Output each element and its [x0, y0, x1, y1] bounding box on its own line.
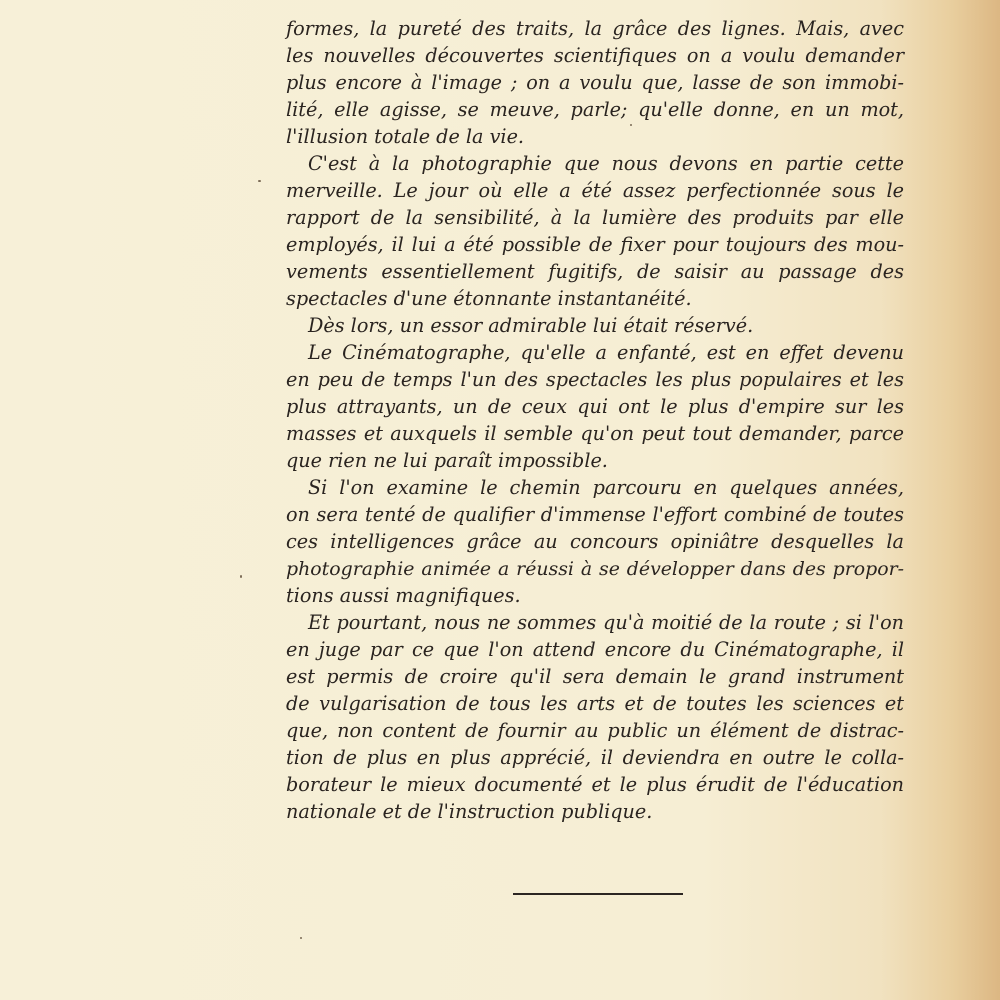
text-line: photographie animée a réussi à se développer dans des propor-	[286, 558, 904, 580]
text-line: employés, il lui a été possible de fixer pour toujours des mou-	[286, 233, 904, 256]
text-line: formes, la pureté des traits, la grâce des lignes. Mais, avec	[286, 17, 904, 40]
paper-speck	[630, 124, 632, 126]
text-line: rapport de la sensibilité, à la lumière des produits par elle	[286, 206, 904, 229]
text-line: l'illusion totale de la vie.	[286, 125, 525, 148]
text-line: Le Cinématographe, qu'elle a enfanté, est en effet devenu	[308, 341, 904, 364]
text-line: on sera tenté de qualifier d'immense l'effort combiné de toutes	[286, 503, 904, 526]
text-line: borateur le mieux documenté et le plus érudit de l'éducation	[286, 773, 904, 796]
text-line: tions aussi magnifiques.	[286, 584, 521, 607]
text-line: plus encore à l'image ; on a voulu que, lasse de son immobi-	[286, 71, 904, 94]
text-line: en peu de temps l'un des spectacles les plus populaires et les	[286, 368, 904, 391]
section-end-rule	[513, 893, 683, 895]
text-line: Si l'on examine le chemin parcouru en quelques années,	[308, 476, 904, 499]
text-line: que rien ne lui paraît impossible.	[286, 449, 608, 472]
text-line: nationale et de l'instruction publique.	[286, 800, 653, 823]
text-line: merveille. Le jour où elle a été assez perfectionnée sous le	[286, 179, 904, 202]
paper-speck	[258, 180, 261, 182]
text-line: Dès lors, un essor admirable lui était réservé.	[308, 314, 754, 337]
text-line: est permis de croire qu'il sera demain le grand instrument	[286, 665, 904, 688]
text-line: tion de plus en plus apprécié, il deviendra en outre le colla-	[286, 746, 904, 769]
text-line: plus attrayants, un de ceux qui ont le plus d'empire sur les	[286, 395, 904, 418]
text-line: C'est à la photographie que nous devons en partie cette	[308, 152, 904, 175]
text-line: spectacles d'une étonnante instantanéité.	[286, 287, 692, 310]
text-line: masses et auxquels il semble qu'on peut tout demander, parce	[286, 422, 904, 445]
text-line: vements essentiellement fugitifs, de saisir au passage des	[286, 260, 904, 283]
text-line: Et pourtant, nous ne sommes qu'à moitié de la route ; si l'on	[308, 611, 904, 634]
text-line: ces intelligences grâce au concours opiniâtre desquelles la	[286, 530, 904, 553]
paper-speck	[240, 575, 242, 578]
text-line: que, non content de fournir au public un élément de distrac-	[286, 719, 904, 742]
paper-speck	[300, 937, 302, 939]
text-line: de vulgarisation de tous les arts et de toutes les sciences et	[286, 692, 904, 715]
text-line: lité, elle agisse, se meuve, parle; qu'elle donne, en un mot,	[286, 98, 904, 121]
text-line: en juge par ce que l'on attend encore du Cinématographe, il	[286, 638, 904, 661]
text-line: les nouvelles découvertes scientifiques on a voulu demander	[286, 44, 904, 67]
